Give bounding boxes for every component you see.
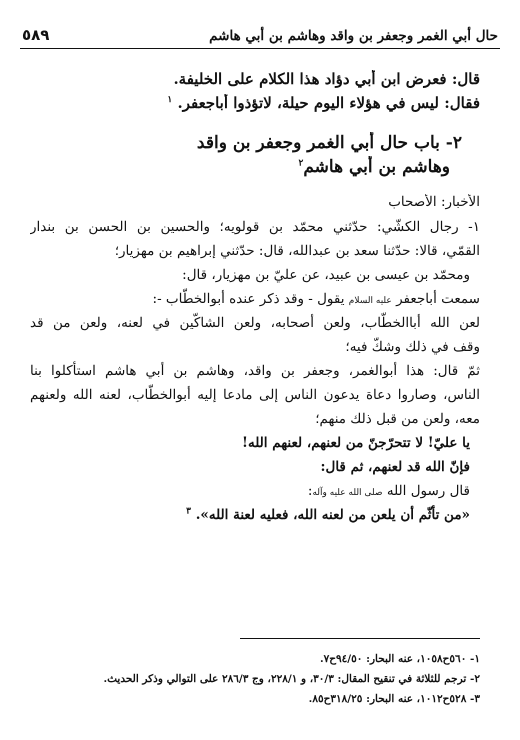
footnotes <box>30 650 480 710</box>
footnote-ref-2: ٢ <box>298 158 304 169</box>
footnote-2: ٢- ترجم للثلاثة في تنقيح المقال: ٣٠/٣، و ٢٢٨/١، وج ٢٨٦/٣ على التوالي وذكر الحديث. <box>103 672 480 685</box>
text-line-8: الناس، وصاروا دعاة يدعون الناس إلى مادعا إليه أبوالخطّاب، لعنه الله ولعنهم <box>30 386 480 403</box>
footnote-rule <box>240 638 480 639</box>
header-rule <box>20 48 500 49</box>
running-title: حال أبي الغمر وجعفر بن واقد وهاشم بن أبي هاشم <box>209 28 498 44</box>
quote-line-1: قال: فعرض ابن أبي دؤاد هذا الكلام على الخليفة. <box>173 70 480 88</box>
text-line-9: معه، ولعن من قبل ذلك منهم؛ <box>315 410 480 427</box>
text-line-3: ومحمّد بن عيسى بن عبيد، عن عليّ بن مهزيار، قال: <box>182 266 470 283</box>
text-line-7: ثمّ قال: هذا أبوالغمر، وجعفر بن واقد، وهاشم بن أبي هاشم استأكلوا بنا <box>30 362 480 379</box>
footnote-ref-3: ٣ <box>186 506 191 517</box>
page-number: ٥٨٩ <box>22 26 50 44</box>
footnote-3: ٣- ٥٢٨ح١٠١٢، عنه البحار: ٣١٨/٢٥ح٨٥. <box>308 692 480 705</box>
text-line-13: «من تأثّم أن يلعن من لعنه الله، فعليه لعنة الله». $^٣$ <box>186 506 470 523</box>
honorific-alayhi-salam: عليه السلام <box>348 295 392 306</box>
footnote-ref-1: ١ <box>167 95 173 105</box>
text-line-12: قال رسول الله صلى الله عليه وآله: <box>307 482 470 499</box>
section-label: الأخبار: الأصحاب <box>388 193 480 210</box>
page-body <box>30 70 480 527</box>
text-line-1: ١- رجال الكشّي: حدّثني محمّد بن قولويه؛ والحسين بن الحسن بن بندار <box>30 218 480 235</box>
text-line-5: لعن الله أباالخطّاب، ولعن أصحابه، ولعن الشاكّين في لعنه، ولعن من قد <box>30 314 480 331</box>
text-line-6: وقف في ذلك وشكّ فيه؛ <box>345 338 480 355</box>
chapter-title-line-2: وهاشم بن أبي هاشم$^٢$ <box>298 156 450 177</box>
text-line-10: يا عليّ! لا تتحرّجنّ من لعنهم، لعنهم الله! <box>242 434 470 451</box>
text-line-11: فإنّ الله قد لعنهم، ثم قال: <box>320 458 470 475</box>
text-line-2: القمّي، قالا: حدّثنا سعد بن عبدالله، قال: حدّثني إبراهيم بن مهزيار؛ <box>114 242 480 259</box>
page-header <box>22 22 498 44</box>
quote-line-2: فقال: ليس في هؤلاء اليوم حيلة، لاتؤذوا أباجعفر. $^١$ <box>167 94 480 112</box>
footnote-1: ١- ٥٦٠ح١٠٥٨، عنه البحار: ٩٤/٥٠ح٧. <box>319 653 480 665</box>
text-line-4: سمعت أباجعفر عليه السلام يقول - وقد ذكر عنده أبوالخطّاب -: <box>152 290 480 307</box>
chapter-title-line-1: ٢- باب حال أبي الغمر وجعفر بن واقد <box>196 133 462 153</box>
honorific-salla-allah: صلى الله عليه وآله <box>312 487 383 498</box>
